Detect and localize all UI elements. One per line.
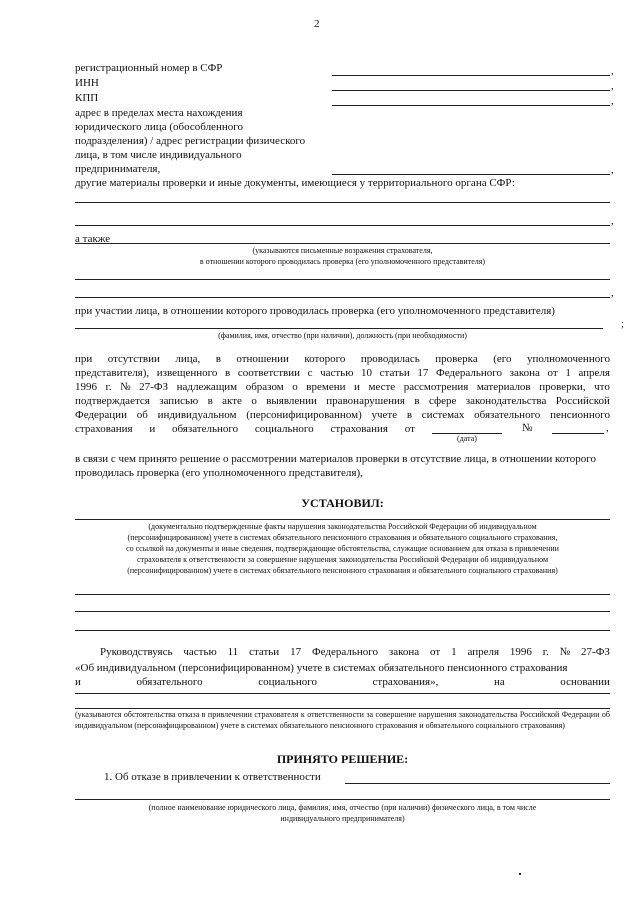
word: и [354, 381, 360, 393]
absence-line [75, 380, 610, 394]
comma: , [611, 65, 614, 77]
word: материалов [476, 381, 531, 393]
word: Федерального [311, 646, 378, 658]
comma: , [606, 422, 609, 434]
number-line [552, 433, 604, 434]
word: частью [320, 367, 354, 379]
inn-line [332, 90, 610, 91]
kpp-label: КПП [75, 92, 99, 104]
guided-line: «Об индивидуальном (персонифицированном) учете в системах обязательного пенсионного страхования [75, 662, 568, 674]
objections-caption: (указываются письменные возражения страхователя, [252, 246, 433, 255]
word: закона [388, 646, 420, 658]
word: 17 [290, 646, 302, 658]
word: № [120, 381, 131, 393]
established-caption [75, 521, 610, 576]
word: (его [493, 353, 512, 365]
word: в [215, 353, 221, 365]
word: проверки, [539, 381, 586, 393]
word: законодательства [465, 395, 547, 407]
materials-line [75, 202, 610, 203]
page-number: 2 [314, 18, 320, 30]
other-materials-label: другие материалы проверки и иные документы, имеющиеся у территориального органа СФР: [75, 177, 515, 189]
date-caption: (дата) [457, 434, 477, 443]
participation-label: при участии лица, в отношении которого проводилась проверка (его уполномоченного представителя) [75, 305, 555, 317]
established-line [75, 611, 610, 612]
word: социального [254, 423, 314, 435]
number-sign: № [522, 422, 533, 434]
word: социального [258, 676, 317, 688]
word: от [430, 646, 441, 658]
word: г. [105, 381, 112, 393]
fio-caption: (фамилия, имя, отчество (при наличии), должность (при необходимости) [218, 331, 467, 340]
word: об [136, 409, 148, 421]
word: обязательного [474, 409, 541, 421]
word: что [594, 381, 610, 393]
word: 1 [565, 367, 571, 379]
word: 1996 [75, 381, 97, 393]
objections-line [75, 297, 610, 298]
guided-line [75, 675, 610, 689]
word: лица, [175, 353, 201, 365]
word: акте [222, 395, 242, 407]
decision-line [75, 799, 610, 800]
word: индивидуальном [157, 409, 237, 421]
word: образом [245, 381, 284, 393]
word: проводилась [360, 353, 420, 365]
word: Российской [555, 395, 610, 407]
word: обязательного [136, 676, 203, 688]
decision-caption: индивидуального предпринимателя) [280, 814, 405, 823]
word: апреля [578, 367, 610, 379]
absence-line [75, 352, 610, 366]
word: закона [509, 367, 540, 379]
established-heading: УСТАНОВИЛ: [301, 496, 384, 510]
word: записью [159, 395, 199, 407]
word: от [404, 423, 415, 435]
established-caption-line: страхователя к ответственности за совершение нарушения законодательства Российской Федерации об индивидуальном [136, 555, 549, 564]
absence-line [75, 422, 415, 436]
word: представителя), [75, 367, 150, 379]
word: системах [421, 409, 465, 421]
address-label-line: лица, в том числе индивидуального [75, 149, 242, 161]
scan-mark [519, 873, 521, 875]
absence-line [75, 394, 610, 408]
word: в [406, 409, 413, 421]
word: в [414, 395, 420, 407]
word: правонарушения [326, 395, 405, 407]
established-line [75, 519, 610, 520]
word: в [207, 395, 213, 407]
word: статьи [379, 367, 410, 379]
word: с [307, 367, 313, 379]
decision-heading: ПРИНЯТО РЕШЕНИЕ: [276, 752, 409, 766]
word: апреля [467, 646, 500, 658]
guided-caption: (указываются обстоятельства отказа в привлечении страхователя к ответственности за совершение нарушения законодательства Российской Федерации об индивидуальном (персонифицированном) учете в системах обязательного пенсионного страхования и обязательного социального страхования) [75, 710, 610, 730]
kpp-line [332, 105, 610, 106]
comma: , [611, 215, 614, 227]
word: на [493, 676, 505, 688]
word: рассмотрения [403, 381, 469, 393]
decision-item-1: 1. Об отказе в привлечении к ответственности [104, 771, 321, 783]
decision-caption: (полное наименование юридического лица, фамилия, имя, отчество (при наличии) физического лица, в том числе [148, 803, 537, 812]
word: 1996 [509, 646, 532, 658]
absence-line [75, 408, 610, 422]
word: надлежащим [176, 381, 238, 393]
established-caption-line: (персонифицированном) учете в системах обязательного пенсионного страхования и обязательного социального страхования) [127, 566, 558, 575]
word: в [225, 367, 231, 379]
established-caption-line: со ссылкой на документы и иные сведения, подтверждающие обстоятельства, служащие основанием для отказа в привлечении [126, 544, 559, 553]
address-label-line: юридического лица (обособленного [75, 121, 243, 133]
word: статьи [249, 646, 280, 658]
comma: , [611, 95, 614, 107]
objections-line [75, 279, 610, 280]
word: страхования [330, 423, 388, 435]
address-label-line: предпринимателя, [75, 163, 161, 175]
established-caption-line: (персонифицированном) учете в системах обязательного пенсионного страхования и обязательного социального страхования, [127, 533, 558, 542]
objections-caption: в отношении которого проводилась проверка (его уполномоченного представителя) [199, 257, 486, 266]
address-label-line: адрес в пределах места нахождения [75, 107, 243, 119]
comma: , [611, 164, 614, 176]
word: г. [542, 646, 549, 658]
word: которого [304, 353, 346, 365]
guided-line-blank [75, 693, 610, 694]
word: 27-ФЗ [581, 646, 610, 658]
established-caption-line: (документально подтвержденные факты нарушения законодательства Российской Федерации об индивидуальном [148, 522, 537, 531]
word: страхования», [372, 676, 439, 688]
inn-label: ИНН [75, 77, 99, 89]
address-label-line: подразделения) / адрес регистрации физического [75, 135, 306, 147]
established-line [75, 630, 610, 631]
absence-line [75, 366, 610, 380]
word: от [547, 367, 558, 379]
address-line [332, 174, 610, 175]
word: 1 [451, 646, 457, 658]
established-line [75, 594, 610, 595]
word: соответствии [237, 367, 300, 379]
word: Федерального [436, 367, 503, 379]
word: проверка [435, 353, 478, 365]
word: выявлении [266, 395, 317, 407]
word: учете [371, 409, 398, 421]
decision-line [345, 783, 610, 784]
objections-line [75, 243, 610, 244]
comma: , [611, 80, 614, 92]
word: основании [560, 676, 610, 688]
word: пенсионного [550, 409, 610, 421]
word: отсутствии [107, 353, 160, 365]
word: 17 [417, 367, 429, 379]
word: отношении [236, 353, 289, 365]
word: № [559, 646, 571, 658]
also-label: а также [75, 233, 111, 245]
absence-tail: в связи с чем принято решение о рассмотрении материалов проверки в отсутствие лица, в отношении которого проводилась проверка (его уполномоченного представителя), [75, 453, 597, 479]
word: при [75, 353, 93, 365]
semicolon: ; [621, 318, 625, 330]
reg-number-line [332, 75, 610, 76]
materials-line [75, 225, 610, 226]
word: извещенного [156, 367, 218, 379]
word: и [149, 423, 156, 435]
word: частью [183, 646, 217, 658]
word: Федерации [75, 409, 127, 421]
word: уполномоченного [526, 353, 610, 365]
word: (персонифицированном) [246, 409, 362, 421]
participation-line [75, 328, 603, 329]
word: подтверждается [75, 395, 150, 407]
comma: , [611, 287, 614, 299]
word: о [251, 395, 257, 407]
word: обязательного [171, 423, 239, 435]
word: сфере [428, 395, 457, 407]
reg-number-label: регистрационный номер в СФР [75, 62, 223, 74]
word: месте [368, 381, 396, 393]
guided-line [100, 645, 610, 659]
word: Руководствуясь [100, 646, 173, 658]
word: 11 [227, 646, 239, 658]
word: времени [306, 381, 346, 393]
word: 10 [361, 367, 373, 379]
word: 27-ФЗ [139, 381, 169, 393]
word: о [292, 381, 298, 393]
word: и [75, 676, 81, 688]
word: страхования [75, 423, 133, 435]
